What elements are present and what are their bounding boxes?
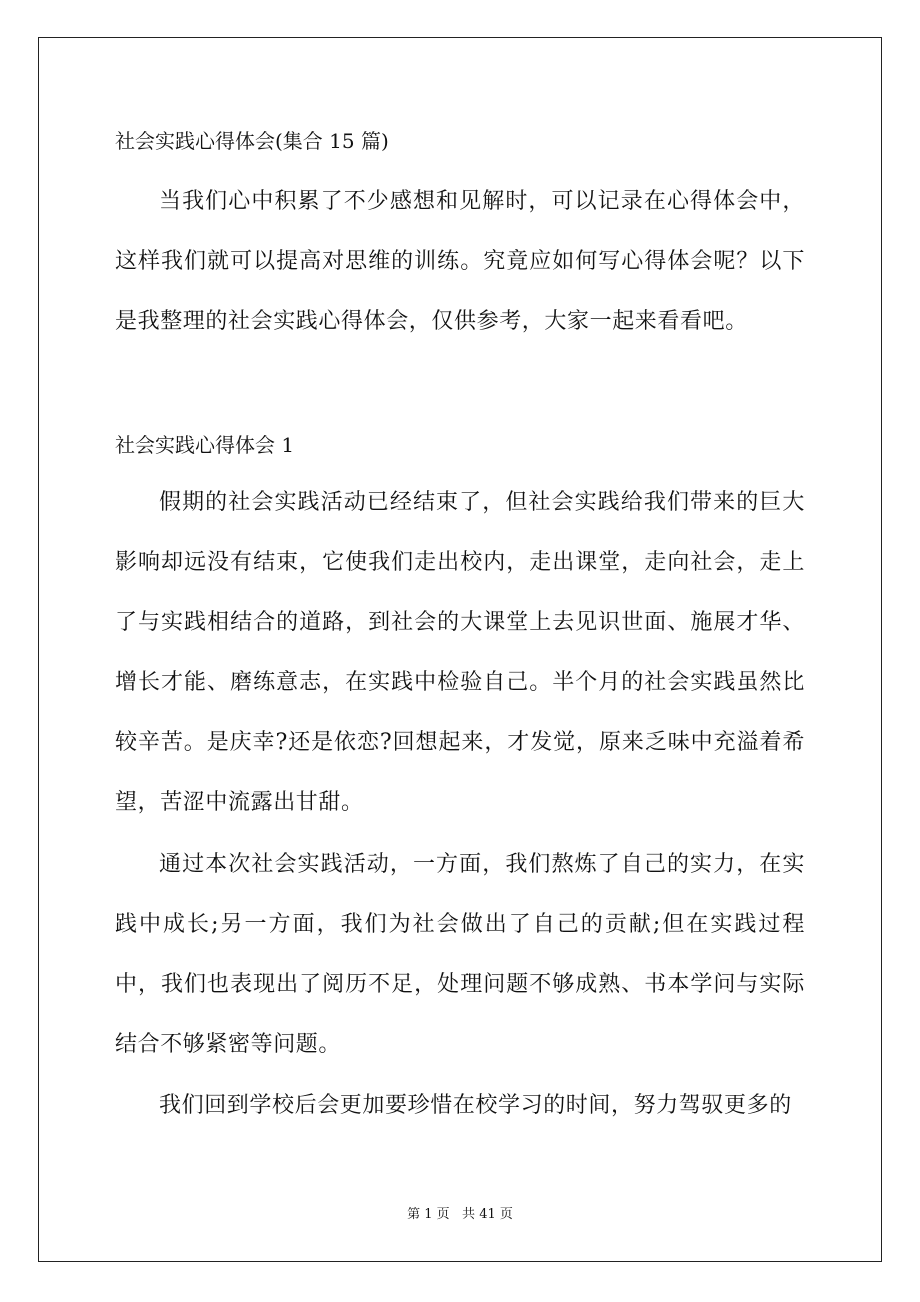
- page-footer: 第 1 页 共 41 页: [407, 1207, 513, 1222]
- body-paragraph-1: 假期的社会实践活动已经结束了，但社会实践给我们带来的巨大影响却远没有结束，它使我们走出校内，走出课堂，走向社会，走上了与实践相结合的道路，到社会的大课堂上去见识世面、施展才华、增长才能、磨练意志，在实践中检验自己。半个月的社会实践虽然比较辛苦。是庆幸?还是依恋?回想起来，才发觉，原来乏味中充溢着希望，苦涩中流露出甘甜。: [115, 490, 805, 815]
- body-paragraph-3: 我们回到学校后会更加要珍惜在校学习的时间，努力驾驭更多的: [159, 1093, 792, 1118]
- intro-paragraph: 当我们心中积累了不少感想和见解时，可以记录在心得体会中，这样我们就可以提高对思维的训练。究竟应如何写心得体会呢？以下是我整理的社会实践心得体会，仅供参考，大家一起来看看吧。: [115, 189, 805, 334]
- document-title: 社会实践心得体会(集合 15 篇): [115, 129, 389, 153]
- body-paragraph-2: 通过本次社会实践活动，一方面，我们熬炼了自己的实力，在实践中成长;另一方面，我们为社会做出了自己的贡献;但在实践过程中，我们也表现出了阅历不足，处理问题不够成熟、书本学问与实际结合不够紧密等问题。: [115, 852, 805, 1057]
- section-heading: 社会实践心得体会 1: [115, 433, 295, 457]
